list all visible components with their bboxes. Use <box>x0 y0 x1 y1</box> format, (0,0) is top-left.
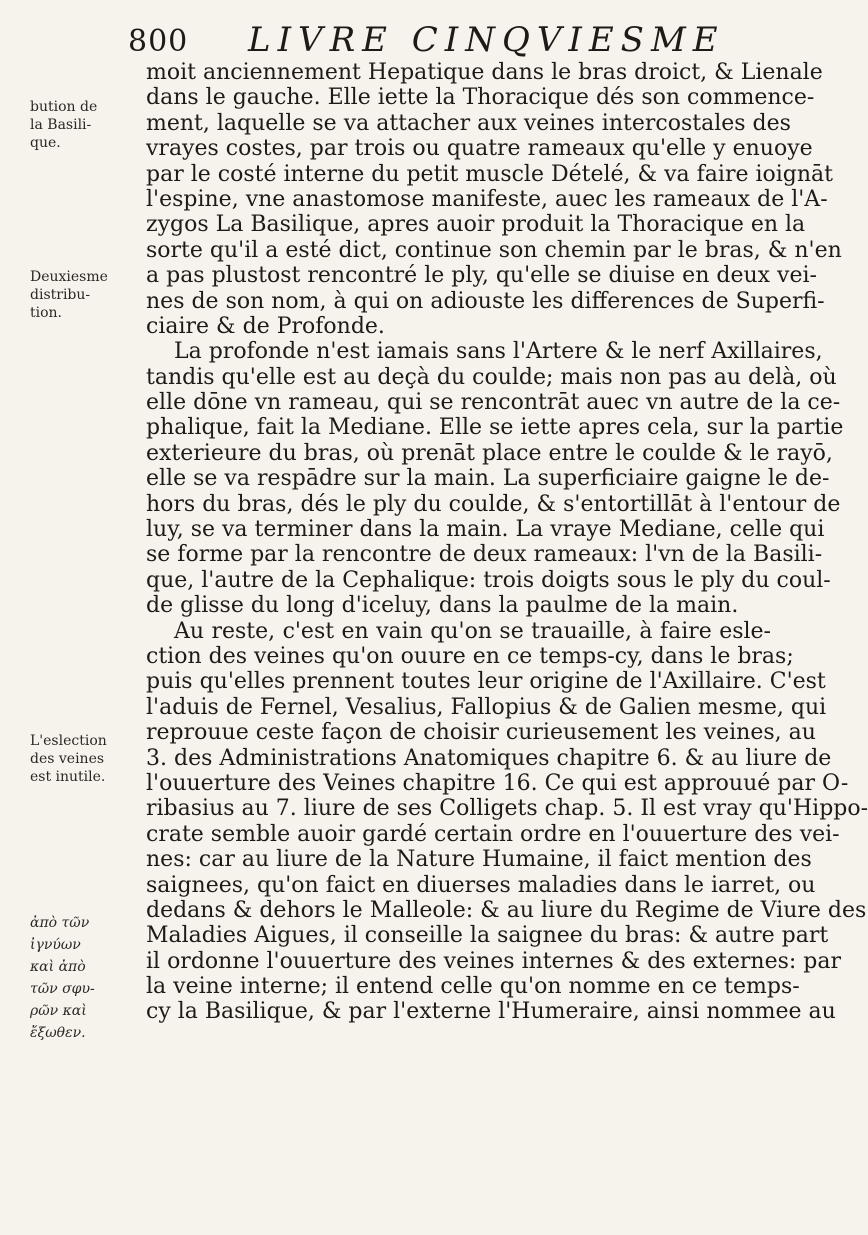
text-line: par le costé interne du petit muscle Dételé, & va faire ioignāt <box>146 161 834 187</box>
text-line: puis qu'elles prennent toutes leur origine de l'Axillaire. C'est <box>146 669 826 695</box>
text-line: que, l'autre de la Cephalique: trois doigts sous le ply du coul- <box>146 567 831 593</box>
margin-note <box>30 268 130 322</box>
margin-note-line: que. <box>30 135 61 151</box>
margin-note-line: ρῶν καὶ <box>30 1003 87 1019</box>
text-line: crate semble auoir gardé certain ordre en l'ouuerture des vei- <box>146 821 840 847</box>
text-line: zygos La Basilique, apres auoir produit la Thoracique en la <box>146 212 806 238</box>
margin-note-line: des veines <box>30 751 105 767</box>
text-line: exterieure du bras, où prenāt place entre le coulde & le rayō, <box>146 440 833 466</box>
text-line: Au reste, c'est en vain qu'on se trauaille, à faire esle- <box>174 618 771 644</box>
margin-note-line: L'eslection <box>30 733 107 749</box>
text-line: dedans & dehors le Malleole: & au liure du Regime de Viure des <box>146 897 867 923</box>
page-number: 800 <box>128 24 189 59</box>
margin-note-line: tion. <box>30 305 62 321</box>
text-line: ribasius au 7. liure de ses Colligets chap. 5. Il est vray qu'Hippo- <box>146 796 868 822</box>
text-line: vrayes costes, par trois ou quatre rameaux qu'elle y enuoye <box>146 136 813 162</box>
text-line: il ordonne l'ouuerture des veines internes & des externes: par <box>146 948 842 974</box>
text-line: de glisse du long d'iceluy, dans la paulme de la main. <box>146 593 739 619</box>
margin-note-line: καὶ ἀπὸ <box>30 959 86 975</box>
text-line: hors du bras, dés le ply du coulde, & s'entortillāt à l'entour de <box>146 491 841 517</box>
text-line: la veine interne; il entend celle qu'on nomme en ce temps- <box>146 974 800 1000</box>
text-line: La profonde n'est iamais sans l'Artere & le nerf Axillaires, <box>174 339 823 365</box>
text-line: a pas plustost rencontré le ply, qu'elle se diuise en deux vei- <box>146 263 817 289</box>
text-line: 3. des Administrations Anatomiques chapitre 6. & au liure de <box>146 745 832 771</box>
text-line: luy, se va terminer dans la main. La vraye Mediane, celle qui <box>146 517 825 543</box>
text-line: ciaire & de Profonde. <box>146 313 385 339</box>
margin-note-line: est inutile. <box>30 769 106 785</box>
text-line: nes de son nom, à qui on adiouste les differences de Superfi- <box>146 288 825 314</box>
margin-note-line: τῶν σφυ- <box>30 981 95 997</box>
margin-note-line: bution de <box>30 99 98 115</box>
margin-note-line: distribu- <box>30 287 91 303</box>
text-line: reprouue ceste façon de choisir curieusement les veines, au <box>146 720 816 746</box>
text-line: elle dōne vn rameau, qui se rencontrāt auec vn autre de la ce- <box>146 390 841 416</box>
text-line: sorte qu'il a esté dict, continue son chemin par le bras, & n'en <box>146 237 842 263</box>
text-line: ment, laquelle se va attacher aux veines intercostales des <box>146 110 791 136</box>
margin-note-line: ἔξωθεν. <box>30 1025 86 1041</box>
margin-note <box>30 732 130 786</box>
margin-note-greek <box>30 912 130 1044</box>
running-title: LIVRE CINQVIESME <box>248 20 725 60</box>
text-line: cy la Basilique, & par l'externe l'Humeraire, ainsi nommee au <box>146 999 836 1025</box>
text-line: l'aduis de Fernel, Vesalius, Fallopius & de Galien mesme, qui <box>146 694 827 720</box>
margin-note-line: ἀπὸ τῶν <box>30 915 90 931</box>
text-line: l'espine, vne anastomose manifeste, auec les rameaux de l'A- <box>146 186 828 212</box>
text-line: ction des veines qu'on ouure en ce temps-cy, dans le bras; <box>146 643 794 669</box>
text-line: elle se va respādre sur la main. La superficiaire gaigne le de- <box>146 466 830 492</box>
margin-note <box>30 98 130 152</box>
margin-note-line: la Basili- <box>30 117 92 133</box>
text-line: moit anciennement Hepatique dans le bras droict, & Lienale <box>146 60 823 85</box>
text-line: nes: car au liure de la Nature Humaine, il faict mention des <box>146 847 812 873</box>
text-line: se forme par la rencontre de deux rameaux: l'vn de la Basili- <box>146 542 823 568</box>
text-line: saignees, qu'on faict en diuerses maladies dans le iarret, ou <box>146 872 816 898</box>
text-line: Maladies Aigues, il conseille la saignee du bras: & autre part <box>146 923 829 949</box>
text-line: dans le gauche. Elle iette la Thoracique dés son commence- <box>146 85 815 111</box>
text-line: tandis qu'elle est au deçà du coulde; mais non pas au delà, où <box>146 364 837 390</box>
margin-note-line: ἰγνύων <box>30 937 81 953</box>
text-line: l'ouuerture des Veines chapitre 16. Ce qui est approuué par O- <box>146 770 849 796</box>
body-text <box>146 60 868 1025</box>
text-line: phalique, fait la Mediane. Elle se iette apres cela, sur la partie <box>146 415 844 441</box>
margin-note-line: Deuxiesme <box>30 269 108 285</box>
